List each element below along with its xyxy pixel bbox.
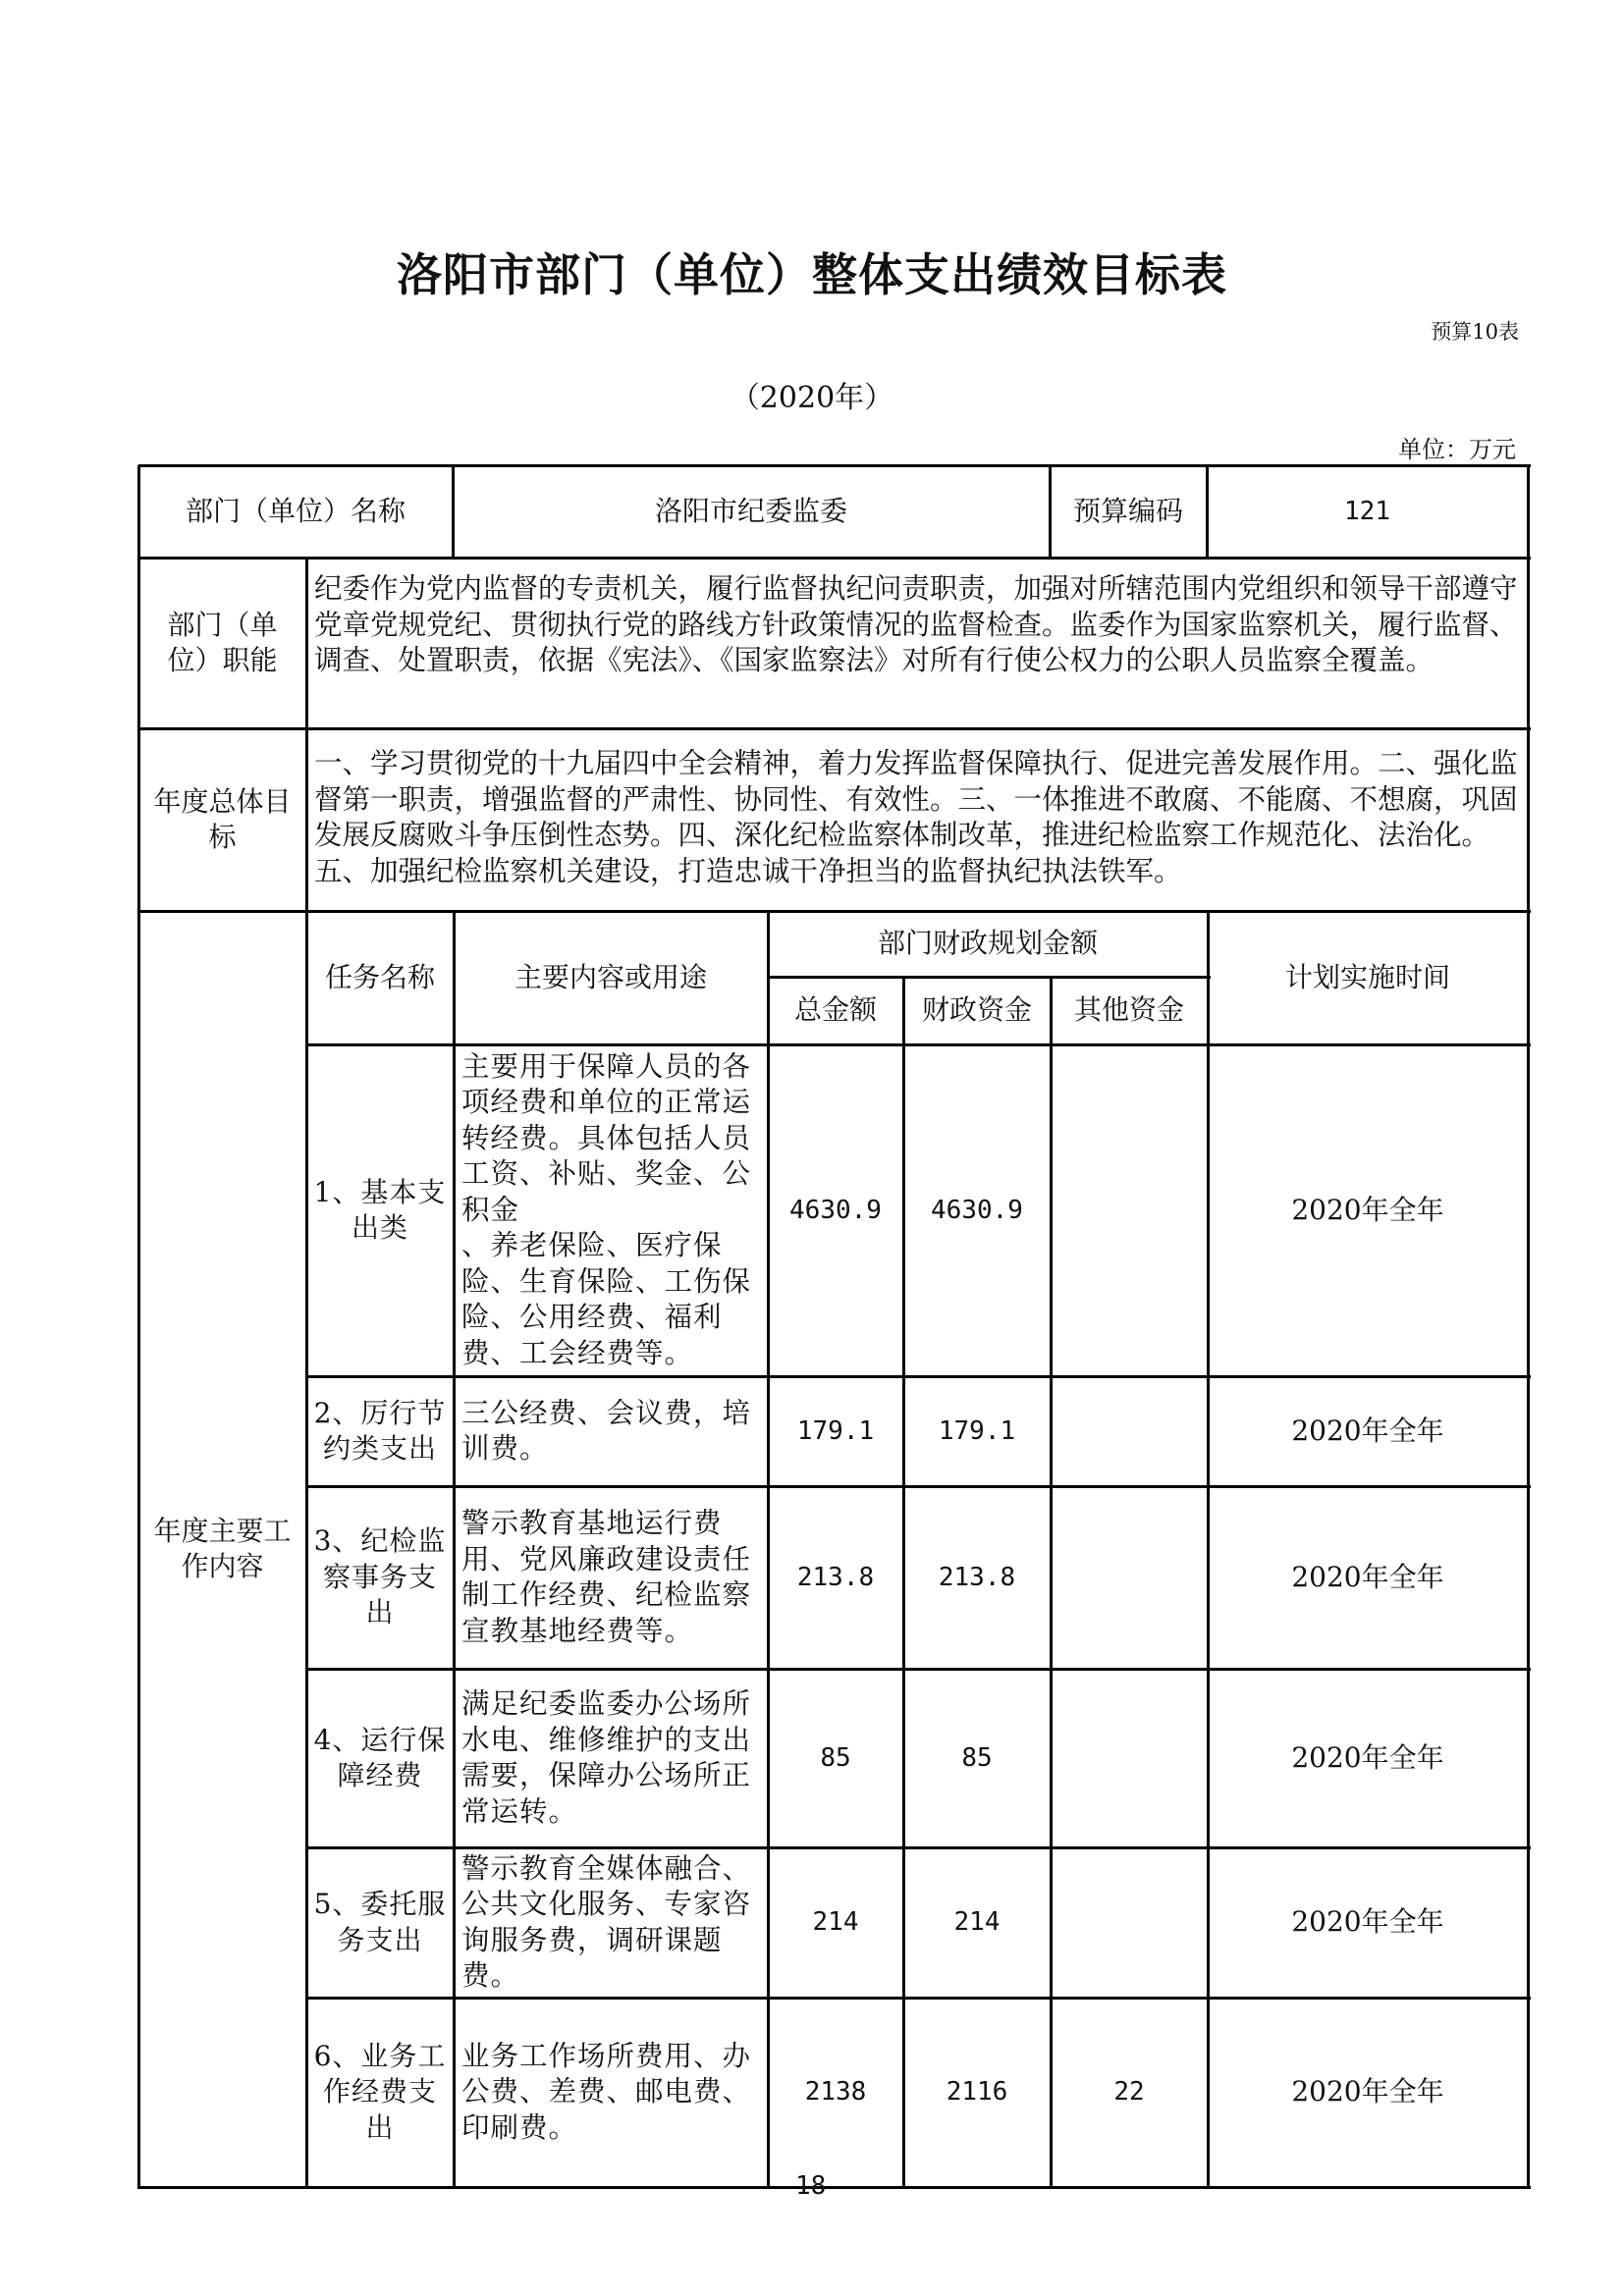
header-fiscal: 财政资金: [921, 993, 1032, 1027]
task-content: 三公经费、会议费，培训费。: [461, 1396, 752, 1465]
task-name: 3、纪检监 察事务支 出: [313, 1524, 447, 1629]
grid-line: [138, 2186, 1531, 2189]
task-other-amount: [1051, 1847, 1208, 1998]
grid-line: [306, 1846, 1531, 1849]
task-schedule: 2020年全年: [1291, 1414, 1444, 1447]
header-content: 主要内容或用途: [514, 960, 707, 993]
form-number: 预算10表: [1431, 320, 1519, 344]
task-other-amount: [1051, 1669, 1208, 1847]
header-total: 总金额: [793, 993, 877, 1027]
budget-code-label: 预算编码: [1072, 494, 1183, 527]
dept-name-value: 洛阳市纪委监委: [654, 494, 847, 527]
grid-line: [138, 464, 1531, 467]
function-label: 部门（单 位）职能: [167, 608, 278, 676]
task-total-amount: 2138: [804, 2077, 867, 2108]
grid-line: [306, 1668, 1531, 1671]
function-text: 纪委作为党内监督的专责机关，履行监督执纪问责职责，加强对所辖范围内党组织和领导干部遵守党章党规党纪、贯彻执行党的路线方针政策情况的监督检查。监委作为国家监察机关，履行监督、调查、处置职责，依据《宪法》、《国家监察法》对所有行使公权力的公职人员监察全覆盖。: [314, 572, 1518, 676]
task-total-amount: 85: [820, 1742, 851, 1773]
task-content: 主要用于保障人员的各项经费和单位的正常运转经费。具体包括人员工资、补贴、奖金、公积金 、养老保险、医疗保险、生育保险、工伤保险、公用经费、福利费、工会经费等。: [461, 1049, 752, 1369]
task-fiscal-amount: 179.1: [938, 1415, 1016, 1446]
grid-line: [452, 465, 455, 560]
task-fiscal-amount: 214: [953, 1907, 1001, 1938]
grid-line: [306, 1485, 1531, 1488]
task-total-amount: 213.8: [796, 1562, 875, 1592]
grid-line: [306, 1375, 1531, 1378]
grid-line: [305, 558, 308, 2189]
task-total-amount: 179.1: [796, 1415, 875, 1446]
report-year: （2020年）: [730, 381, 894, 415]
task-name: 4、运行保 障经费: [313, 1723, 447, 1791]
task-schedule: 2020年全年: [1291, 1905, 1444, 1939]
task-section-label: 年度主要工 作内容: [153, 1514, 292, 1582]
task-content: 警示教育全媒体融合、公共文化服务、专家咨询服务费，调研课题费。: [461, 1851, 752, 1992]
header-other: 其他资金: [1073, 993, 1184, 1027]
header-task-name: 任务名称: [324, 960, 435, 993]
task-name: 1、基本支 出类: [313, 1175, 447, 1244]
header-schedule: 计划实施时间: [1284, 960, 1450, 993]
grid-line: [1206, 465, 1209, 560]
task-total-amount: 4630.9: [789, 1195, 882, 1225]
task-other-amount: [1051, 1044, 1208, 1376]
task-name: 6、业务工 作经费支 出: [313, 2039, 447, 2144]
task-schedule: 2020年全年: [1291, 1560, 1444, 1593]
task-other-amount: 22: [1113, 2077, 1145, 2108]
task-fiscal-amount: 213.8: [938, 1562, 1016, 1592]
grid-line: [1527, 465, 1530, 2189]
grid-line: [1050, 977, 1053, 2189]
annual-goal-label: 年度总体目 标: [153, 784, 292, 853]
task-fiscal-amount: 85: [961, 1742, 993, 1773]
page-number: 18: [795, 2171, 827, 2201]
grid-line: [768, 976, 1211, 979]
dept-name-label: 部门（单位）名称: [185, 494, 406, 527]
budget-code-value: 121: [1344, 496, 1390, 526]
task-other-amount: [1051, 1376, 1208, 1486]
task-fiscal-amount: 4630.9: [931, 1195, 1023, 1225]
unit-label: 单位：万元: [1398, 436, 1516, 463]
grid-line: [138, 910, 1531, 913]
grid-line: [306, 1043, 1531, 1046]
page-title: 洛阳市部门（单位）整体支出绩效目标表: [397, 248, 1227, 301]
grid-line: [137, 465, 140, 2189]
grid-line: [138, 727, 1531, 730]
grid-line: [138, 557, 1531, 560]
task-content: 警示教育基地运行费用、党风廉政建设责任制工作经费、纪检监察宣教基地经费等。: [461, 1507, 752, 1647]
grid-line: [306, 1997, 1531, 2000]
task-schedule: 2020年全年: [1291, 1740, 1444, 1774]
task-total-amount: 214: [812, 1907, 859, 1938]
grid-line: [1049, 465, 1052, 560]
task-content: 业务工作场所费用、办公费、差费、邮电费、印刷费。: [461, 2039, 752, 2144]
task-schedule: 2020年全年: [1291, 2075, 1444, 2109]
task-name: 2、厉行节 约类支出: [313, 1396, 447, 1465]
task-content: 满足纪委监委办公场所水电、维修维护的支出需要，保障办公场所正常运转。: [461, 1687, 752, 1828]
task-other-amount: [1051, 1486, 1208, 1669]
task-name: 5、委托服 务支出: [313, 1888, 447, 1956]
task-schedule: 2020年全年: [1291, 1193, 1444, 1226]
annual-goal-text: 一、学习贯彻党的十九届四中全会精神，着力发挥监督保障执行、促进完善发展作用。二、强化监督第一职责，增强监督的严肃性、协同性、有效性。三、一体推进不敢腐、不能腐、不想腐，巩固发展反腐败斗争压倒性态势。四、深化纪检监察体制改革，推进纪检监察工作规范化、法治化。五、加强纪检监察机关建设，打造忠诚干净担当的监督执纪执法铁军。: [314, 747, 1518, 887]
task-fiscal-amount: 2116: [946, 2077, 1008, 2108]
header-amount-group: 部门财政规划金额: [877, 927, 1098, 960]
grid-line: [902, 977, 905, 2189]
